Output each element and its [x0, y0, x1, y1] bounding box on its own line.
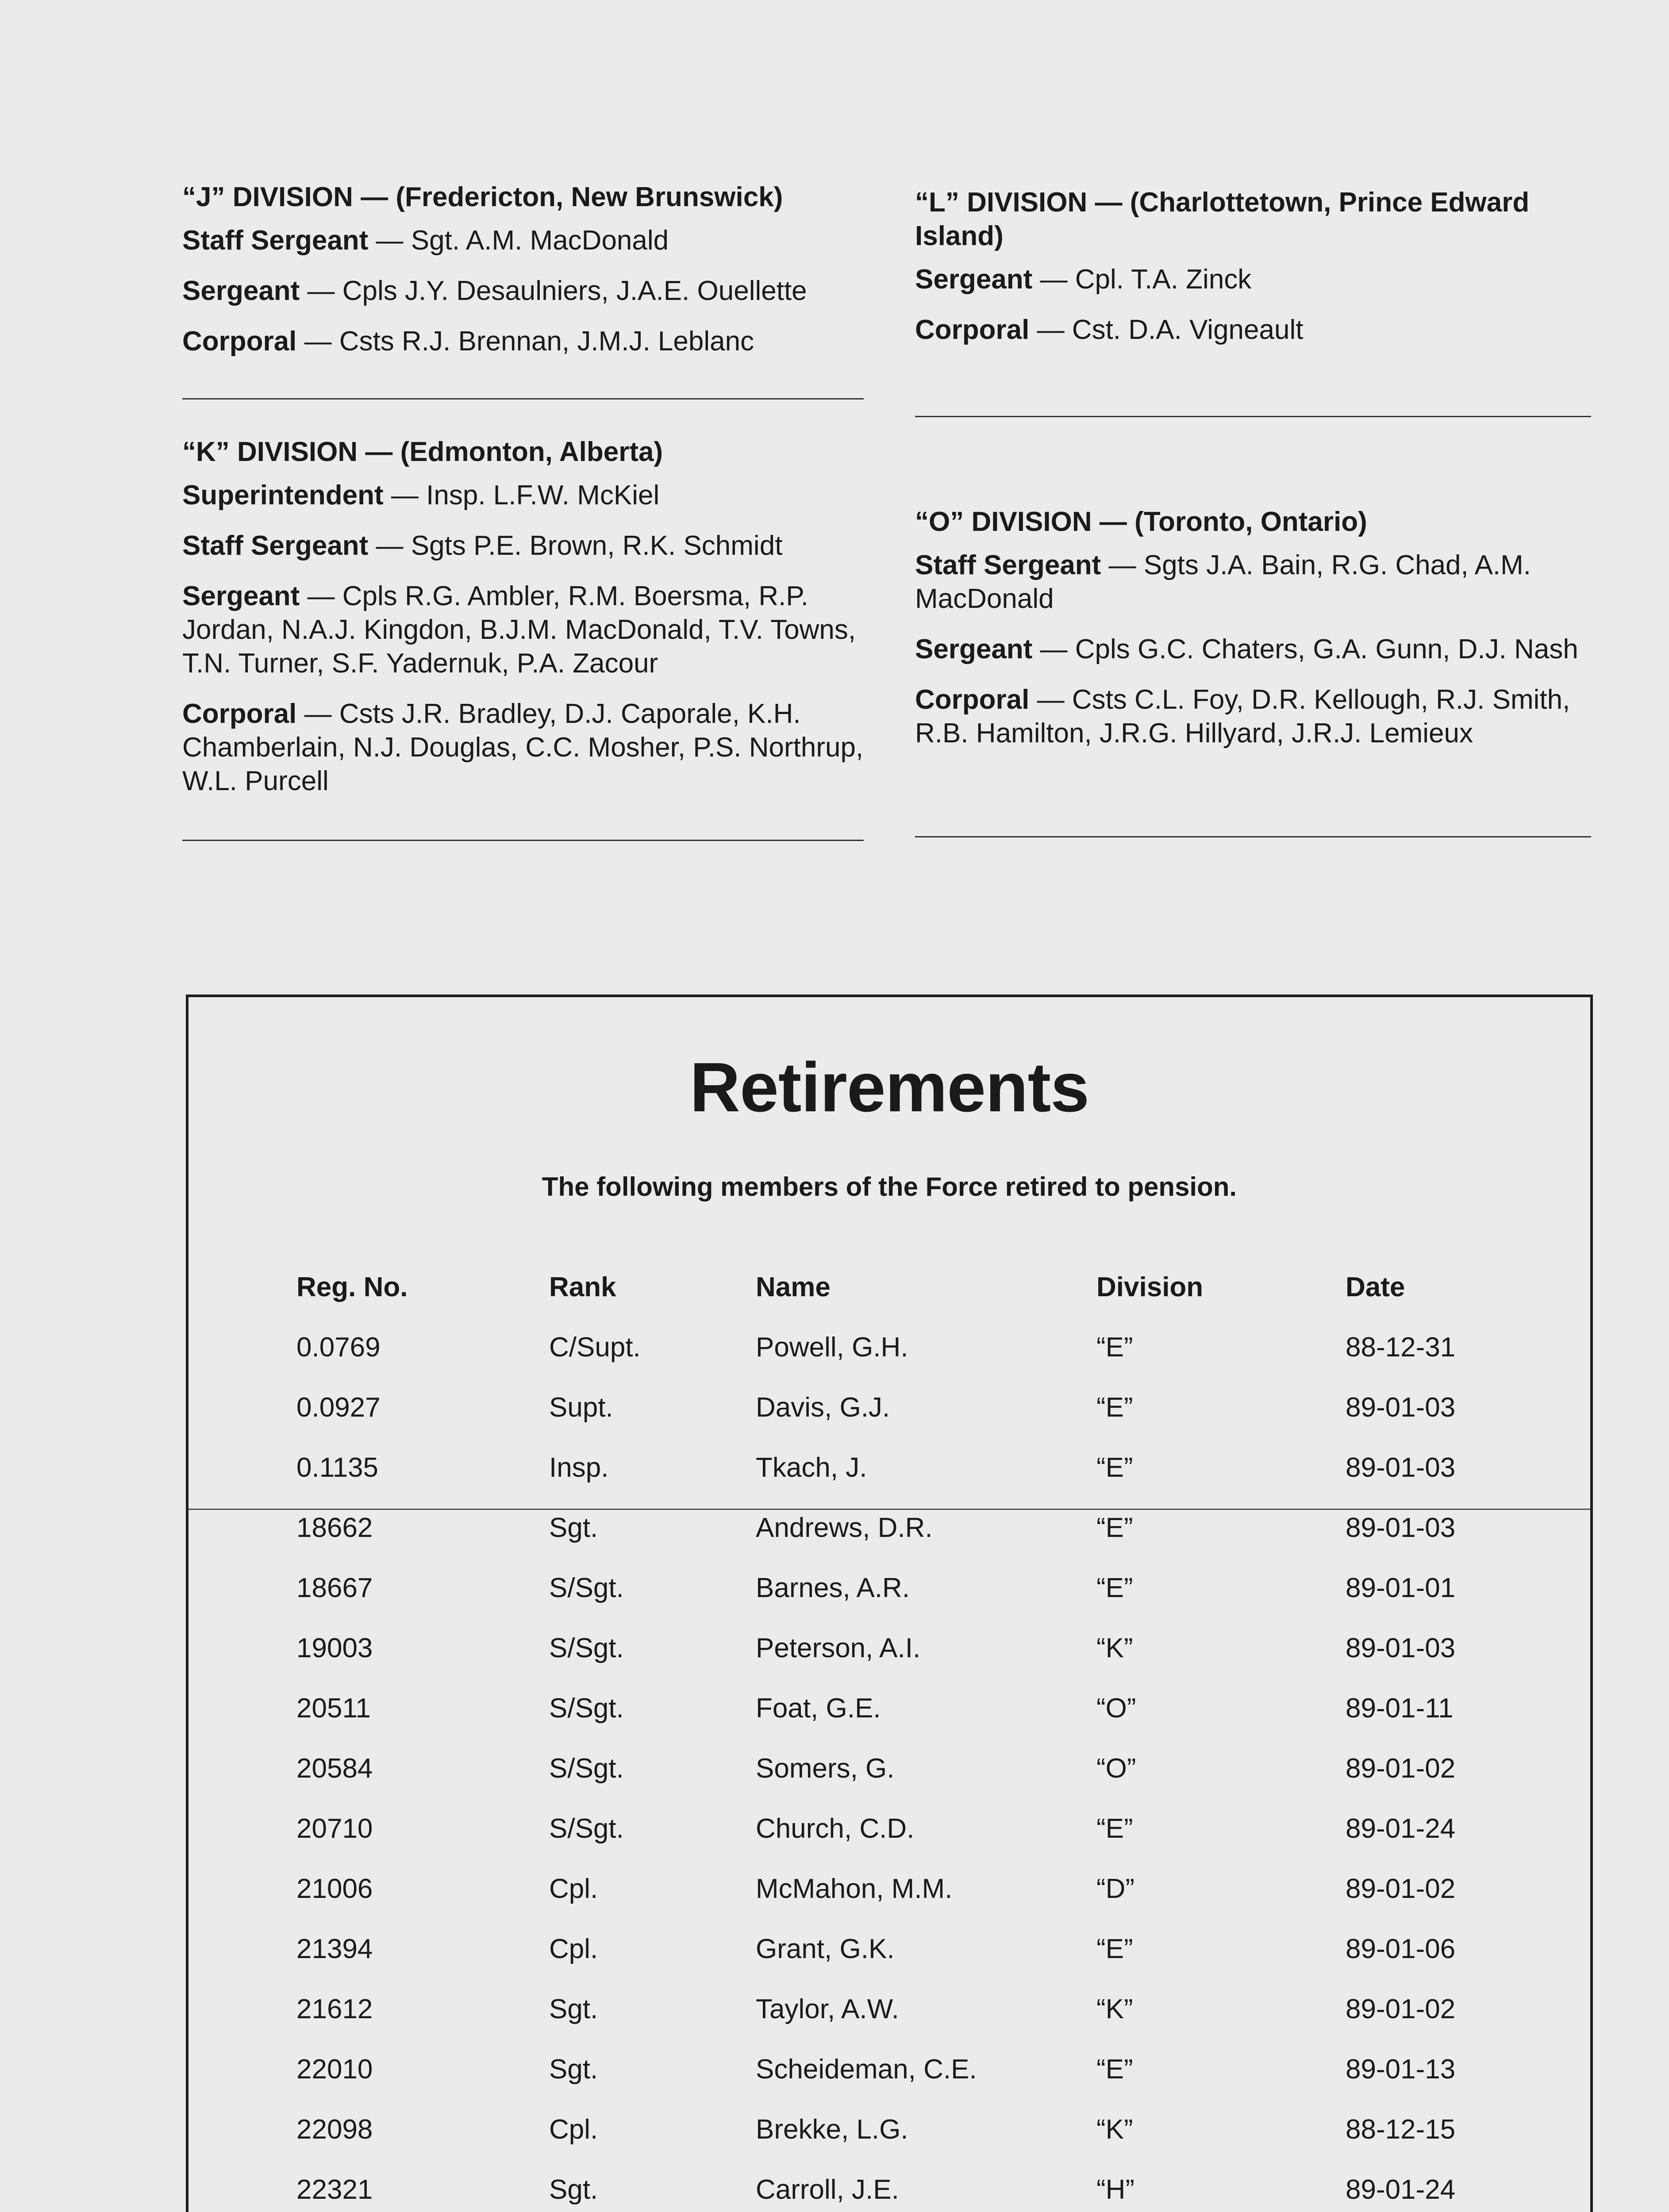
- o-division-entry: [915, 683, 1591, 750]
- reg-no-cell: 19003: [296, 1633, 373, 1663]
- rank-label: Sergeant: [182, 581, 300, 611]
- l-division-heading: “L” DIVISION — (Charlottetown, Prince Edward Island): [915, 187, 1530, 251]
- o-division-entry: [915, 633, 1591, 666]
- division-cell: “E”: [1096, 1332, 1133, 1363]
- reg-no-cell: 22321: [296, 2174, 373, 2205]
- name-cell: Foat, G.E.: [756, 1693, 881, 1724]
- reg-no-cell: 18662: [296, 1513, 373, 1543]
- date-cell: 89-01-06: [1346, 1934, 1456, 1964]
- l-division-entry: [915, 263, 1591, 296]
- date-cell: 89-01-24: [1346, 1813, 1456, 1844]
- division-cell: “E”: [1096, 2054, 1133, 2085]
- name-cell: Powell, G.H.: [756, 1332, 908, 1363]
- rank-label: Superintendent: [182, 480, 384, 511]
- member-names: — Cpls J.Y. Desaulniers, J.A.E. Ouellette: [300, 276, 807, 306]
- name-cell: Carroll, J.E.: [756, 2174, 899, 2205]
- member-names: — Csts R.J. Brennan, J.M.J. Leblanc: [296, 326, 754, 357]
- table-row: [188, 2100, 1590, 2160]
- rank-cell: S/Sgt.: [549, 1633, 624, 1663]
- k-division-entry: [182, 479, 868, 512]
- date-cell: 89-01-02: [1346, 1994, 1456, 2024]
- l-division-section: [915, 186, 1591, 364]
- reg-no-cell: 0.0769: [296, 1332, 381, 1363]
- reg-no-cell: 18667: [296, 1573, 373, 1603]
- date-cell: 89-01-13: [1346, 2054, 1456, 2085]
- member-names: — Csts C.L. Foy, D.R. Kellough, R.J. Smith, R.B. Hamilton, J.R.G. Hillyard, J.R.J. Lemieux: [915, 684, 1570, 749]
- k-division-entry: [182, 529, 868, 563]
- j-division-entry: [182, 274, 868, 308]
- reg-no-cell: 20584: [296, 1753, 373, 1784]
- date-cell: 89-01-03: [1346, 1392, 1456, 1423]
- header-division: Division: [1096, 1272, 1204, 1302]
- date-cell: 89-01-02: [1346, 1753, 1456, 1784]
- table-row: [188, 1739, 1590, 1799]
- j-division-entry: [182, 325, 868, 358]
- member-names: — Insp. L.F.W. McKiel: [383, 480, 660, 511]
- k-division-entry: [182, 697, 868, 798]
- rank-label: Staff Sergeant: [182, 225, 369, 256]
- date-cell: 88-12-15: [1346, 2114, 1456, 2145]
- retirements-subtitle: The following members of the Force retired to pension.: [542, 1172, 1237, 1202]
- rank-label: Sergeant: [915, 264, 1033, 295]
- member-names: — Cpls G.C. Chaters, G.A. Gunn, D.J. Nash: [1032, 634, 1578, 664]
- rank-label: Sergeant: [915, 634, 1033, 664]
- table-row: [188, 1859, 1590, 1919]
- division-cell: “E”: [1096, 1513, 1133, 1543]
- header-rank: Rank: [549, 1272, 616, 1302]
- name-cell: Brekke, L.G.: [756, 2114, 908, 2145]
- table-row: [188, 1799, 1590, 1859]
- table-row: [188, 1498, 1590, 1558]
- header-date: Date: [1346, 1272, 1405, 1302]
- member-names: — Csts J.R. Bradley, D.J. Caporale, K.H. Chamberlain, N.J. Douglas, C.C. Mosher, P.S. Northrup, W.L. Purcell: [182, 699, 864, 796]
- reg-no-cell: 22098: [296, 2114, 373, 2145]
- division-cell: “E”: [1096, 1934, 1133, 1964]
- section-divider: [915, 416, 1591, 417]
- member-names: — Cpl. T.A. Zinck: [1032, 264, 1252, 295]
- member-names: — Cpls R.G. Ambler, R.M. Boersma, R.P. Jordan, N.A.J. Kingdon, B.J.M. MacDonald, T.V. Towns, T.N. Turner, S.F. Yadernuk, P.A. Zacour: [182, 581, 856, 679]
- l-division-entry: [915, 313, 1591, 347]
- name-cell: Grant, G.K.: [756, 1934, 895, 1964]
- division-cell: “E”: [1096, 1813, 1133, 1844]
- date-cell: 89-01-03: [1346, 1513, 1456, 1543]
- table-row: [188, 1438, 1590, 1498]
- division-cell: “E”: [1096, 1452, 1133, 1483]
- division-cell: “K”: [1096, 1994, 1133, 2024]
- name-cell: Andrews, D.R.: [756, 1513, 933, 1543]
- rank-cell: S/Sgt.: [549, 1573, 624, 1603]
- rank-cell: Sgt.: [549, 1513, 598, 1543]
- reg-no-cell: 0.1135: [296, 1452, 379, 1483]
- table-row: [188, 2160, 1590, 2212]
- rank-label: Staff Sergeant: [915, 550, 1101, 580]
- rank-cell: S/Sgt.: [549, 1693, 624, 1724]
- reg-no-cell: 20710: [296, 1813, 373, 1844]
- j-division-heading: “J” DIVISION — (Fredericton, New Brunswick): [182, 182, 783, 212]
- reg-no-cell: 20511: [296, 1693, 371, 1724]
- rank-label: Corporal: [182, 326, 297, 357]
- rank-cell: S/Sgt.: [549, 1813, 624, 1844]
- reg-no-cell: 21006: [296, 1874, 373, 1904]
- table-row: [188, 1919, 1590, 1979]
- reg-no-cell: 0.0927: [296, 1392, 381, 1423]
- section-divider: [182, 398, 864, 399]
- table-row: [188, 1378, 1590, 1438]
- rank-cell: Cpl.: [549, 1934, 598, 1964]
- date-cell: 88-12-31: [1346, 1332, 1456, 1363]
- division-cell: “H”: [1096, 2174, 1135, 2205]
- rank-cell: Sgt.: [549, 2174, 598, 2205]
- name-cell: Taylor, A.W.: [756, 1994, 899, 2024]
- member-names: — Cst. D.A. Vigneault: [1029, 315, 1304, 345]
- name-cell: Davis, G.J.: [756, 1392, 890, 1423]
- rank-label: Staff Sergeant: [182, 530, 369, 561]
- division-cell: “D”: [1096, 1874, 1135, 1904]
- date-cell: 89-01-03: [1346, 1633, 1456, 1663]
- j-division-entry: [182, 224, 868, 257]
- date-cell: 89-01-01: [1346, 1573, 1456, 1603]
- name-cell: McMahon, M.M.: [756, 1874, 953, 1904]
- k-division-section: [182, 435, 868, 815]
- name-cell: Scheideman, C.E.: [756, 2054, 977, 2085]
- division-cell: “O”: [1096, 1693, 1136, 1724]
- row-divider: [188, 1509, 1590, 1510]
- name-cell: Somers, G.: [756, 1753, 895, 1784]
- table-header: [188, 1271, 1590, 1306]
- rank-label: Corporal: [182, 699, 297, 729]
- o-division-entry: [915, 549, 1591, 616]
- reg-no-cell: 22010: [296, 2054, 373, 2085]
- k-division-entry: [182, 580, 868, 680]
- rank-label: Sergeant: [182, 276, 300, 306]
- rank-cell: Sgt.: [549, 2054, 598, 2085]
- date-cell: 89-01-02: [1346, 1874, 1456, 1904]
- header-name: Name: [756, 1272, 831, 1302]
- division-cell: “K”: [1096, 1633, 1133, 1663]
- rank-cell: Cpl.: [549, 1874, 598, 1904]
- rank-label: Corporal: [915, 684, 1030, 715]
- division-cell: “E”: [1096, 1392, 1133, 1423]
- k-division-heading: “K” DIVISION — (Edmonton, Alberta): [182, 437, 663, 467]
- division-cell: “O”: [1096, 1753, 1136, 1784]
- name-cell: Peterson, A.I.: [756, 1633, 921, 1663]
- o-division-section: [915, 505, 1591, 767]
- rank-label: Corporal: [915, 315, 1030, 345]
- table-row: [188, 1618, 1590, 1678]
- rank-cell: S/Sgt.: [549, 1753, 624, 1784]
- table-row: [188, 1678, 1590, 1739]
- table-row: [188, 1558, 1590, 1618]
- rank-cell: Cpl.: [549, 2114, 598, 2145]
- table-row: [188, 1979, 1590, 2039]
- j-division-section: [182, 180, 868, 375]
- date-cell: 89-01-11: [1346, 1693, 1454, 1724]
- member-names: — Sgt. A.M. MacDonald: [368, 225, 669, 256]
- table-row: [188, 1317, 1590, 1378]
- date-cell: 89-01-03: [1346, 1452, 1456, 1483]
- rank-cell: Sgt.: [549, 1994, 598, 2024]
- section-divider: [915, 836, 1591, 837]
- division-cell: “K”: [1096, 2114, 1133, 2145]
- section-divider: [182, 840, 864, 841]
- division-cell: “E”: [1096, 1573, 1133, 1603]
- header-reg-no: Reg. No.: [296, 1272, 408, 1302]
- reg-no-cell: 21612: [296, 1994, 373, 2024]
- o-division-heading: “O” DIVISION — (Toronto, Ontario): [915, 507, 1367, 537]
- name-cell: Church, C.D.: [756, 1813, 915, 1844]
- rank-cell: C/Supt.: [549, 1332, 641, 1363]
- name-cell: Tkach, J.: [756, 1452, 867, 1483]
- retirements-title: Retirements: [689, 1048, 1089, 1126]
- date-cell: 89-01-24: [1346, 2174, 1456, 2205]
- rank-cell: Insp.: [549, 1452, 609, 1483]
- retirements-box: [186, 995, 1593, 2212]
- name-cell: Barnes, A.R.: [756, 1573, 910, 1603]
- reg-no-cell: 21394: [296, 1934, 373, 1964]
- rank-cell: Supt.: [549, 1392, 613, 1423]
- member-names: — Sgts J.A. Bain, R.G. Chad, A.M. MacDonald: [915, 550, 1531, 614]
- member-names: — Sgts P.E. Brown, R.K. Schmidt: [368, 530, 783, 561]
- table-row: [188, 2039, 1590, 2100]
